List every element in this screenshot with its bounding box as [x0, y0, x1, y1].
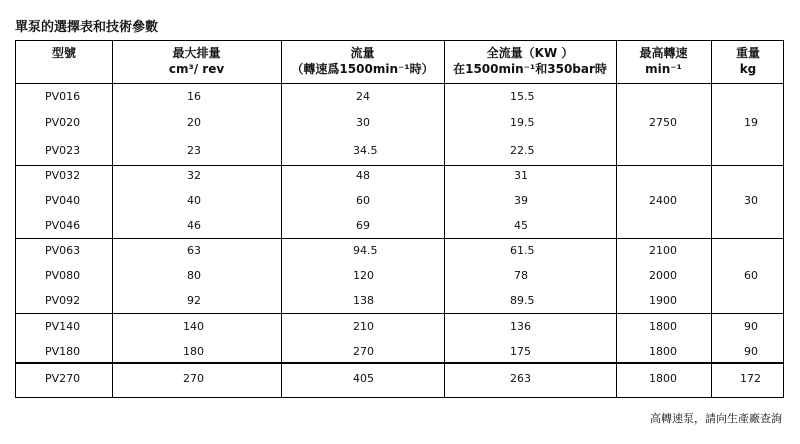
cell-flow: 69 [356, 219, 370, 232]
cell-power: 263 [510, 372, 531, 385]
cell-model: PV032 [45, 169, 81, 182]
header-max-speed-unit: min⁻¹ [645, 62, 682, 76]
cell-displacement: 63 [187, 244, 201, 257]
cell-power: 175 [510, 345, 531, 358]
group-divider [16, 313, 783, 314]
header-model-label: 型號 [51, 46, 76, 60]
header-power-label: 全流量（KW ） [486, 46, 574, 60]
cell-max-speed: 2400 [649, 194, 677, 207]
cell-model: PV270 [45, 372, 81, 385]
header-displacement-unit: cm³/ rev [168, 62, 225, 76]
cell-displacement: 140 [183, 320, 204, 333]
cell-flow: 120 [353, 269, 374, 282]
cell-flow: 24 [356, 90, 370, 103]
cell-power: 89.5 [510, 294, 535, 307]
header-flow [281, 45, 444, 77]
header-weight-unit: kg [739, 62, 757, 76]
cell-displacement: 23 [187, 144, 201, 157]
cell-displacement: 40 [187, 194, 201, 207]
cell-power: 22.5 [510, 144, 535, 157]
cell-max-speed: 1800 [649, 345, 677, 358]
cell-displacement: 180 [183, 345, 204, 358]
pump-spec-table [15, 40, 784, 398]
cell-power: 19.5 [510, 116, 535, 129]
cell-max-speed: 2000 [649, 269, 677, 282]
header-flow-unit: （轉速爲1500min⁻¹時） [291, 62, 434, 76]
column-divider [444, 41, 445, 397]
cell-weight: 172 [740, 372, 761, 385]
cell-model: PV140 [45, 320, 81, 333]
header-weight [711, 45, 785, 77]
header-power-unit: 在1500min⁻¹和350bar時 [453, 62, 607, 76]
header-model [16, 45, 112, 61]
cell-model: PV020 [45, 116, 81, 129]
cell-model: PV016 [45, 90, 81, 103]
cell-power: 45 [514, 219, 528, 232]
cell-model: PV046 [45, 219, 81, 232]
cell-power: 31 [514, 169, 528, 182]
cell-flow: 405 [353, 372, 374, 385]
cell-displacement: 32 [187, 169, 201, 182]
header-displacement-label: 最大排量 [172, 46, 221, 60]
header-max-speed-label: 最高轉速 [639, 46, 688, 60]
header-flow-label: 流量 [350, 46, 375, 60]
cell-flow: 94.5 [353, 244, 378, 257]
cell-displacement: 16 [187, 90, 201, 103]
cell-max-speed: 1900 [649, 294, 677, 307]
header-power [444, 45, 616, 77]
cell-displacement: 46 [187, 219, 201, 232]
column-divider [616, 41, 617, 397]
cell-flow: 138 [353, 294, 374, 307]
cell-max-speed: 2750 [649, 116, 677, 129]
cell-power: 39 [514, 194, 528, 207]
header-divider [16, 83, 783, 84]
cell-weight: 90 [744, 345, 758, 358]
header-max-speed [616, 45, 711, 77]
cell-displacement: 92 [187, 294, 201, 307]
group-divider [16, 238, 783, 239]
column-divider [281, 41, 282, 397]
group-divider [16, 362, 783, 364]
cell-model: PV023 [45, 144, 81, 157]
page-title: 單泵的選擇表和技術參數 [15, 20, 159, 35]
cell-model: PV063 [45, 244, 81, 257]
cell-flow: 270 [353, 345, 374, 358]
cell-displacement: 20 [187, 116, 201, 129]
cell-flow: 210 [353, 320, 374, 333]
cell-model: PV040 [45, 194, 81, 207]
cell-power: 15.5 [510, 90, 535, 103]
cell-max-speed: 1800 [649, 372, 677, 385]
cell-model: PV080 [45, 269, 81, 282]
column-divider [711, 41, 712, 397]
cell-weight: 30 [744, 194, 758, 207]
cell-model: PV092 [45, 294, 81, 307]
column-divider [112, 41, 113, 397]
cell-power: 136 [510, 320, 531, 333]
cell-displacement: 270 [183, 372, 204, 385]
cell-flow: 30 [356, 116, 370, 129]
cell-flow: 34.5 [353, 144, 378, 157]
cell-power: 61.5 [510, 244, 535, 257]
cell-weight: 60 [744, 269, 758, 282]
footnote: 高轉速泵，請向生產廠查詢 [650, 412, 782, 425]
group-divider [16, 165, 783, 166]
cell-flow: 48 [356, 169, 370, 182]
header-weight-label: 重量 [735, 46, 760, 60]
header-displacement [112, 45, 281, 77]
cell-weight: 90 [744, 320, 758, 333]
cell-power: 78 [514, 269, 528, 282]
cell-max-speed: 2100 [649, 244, 677, 257]
cell-displacement: 80 [187, 269, 201, 282]
cell-flow: 60 [356, 194, 370, 207]
cell-weight: 19 [744, 116, 758, 129]
cell-model: PV180 [45, 345, 81, 358]
cell-max-speed: 1800 [649, 320, 677, 333]
